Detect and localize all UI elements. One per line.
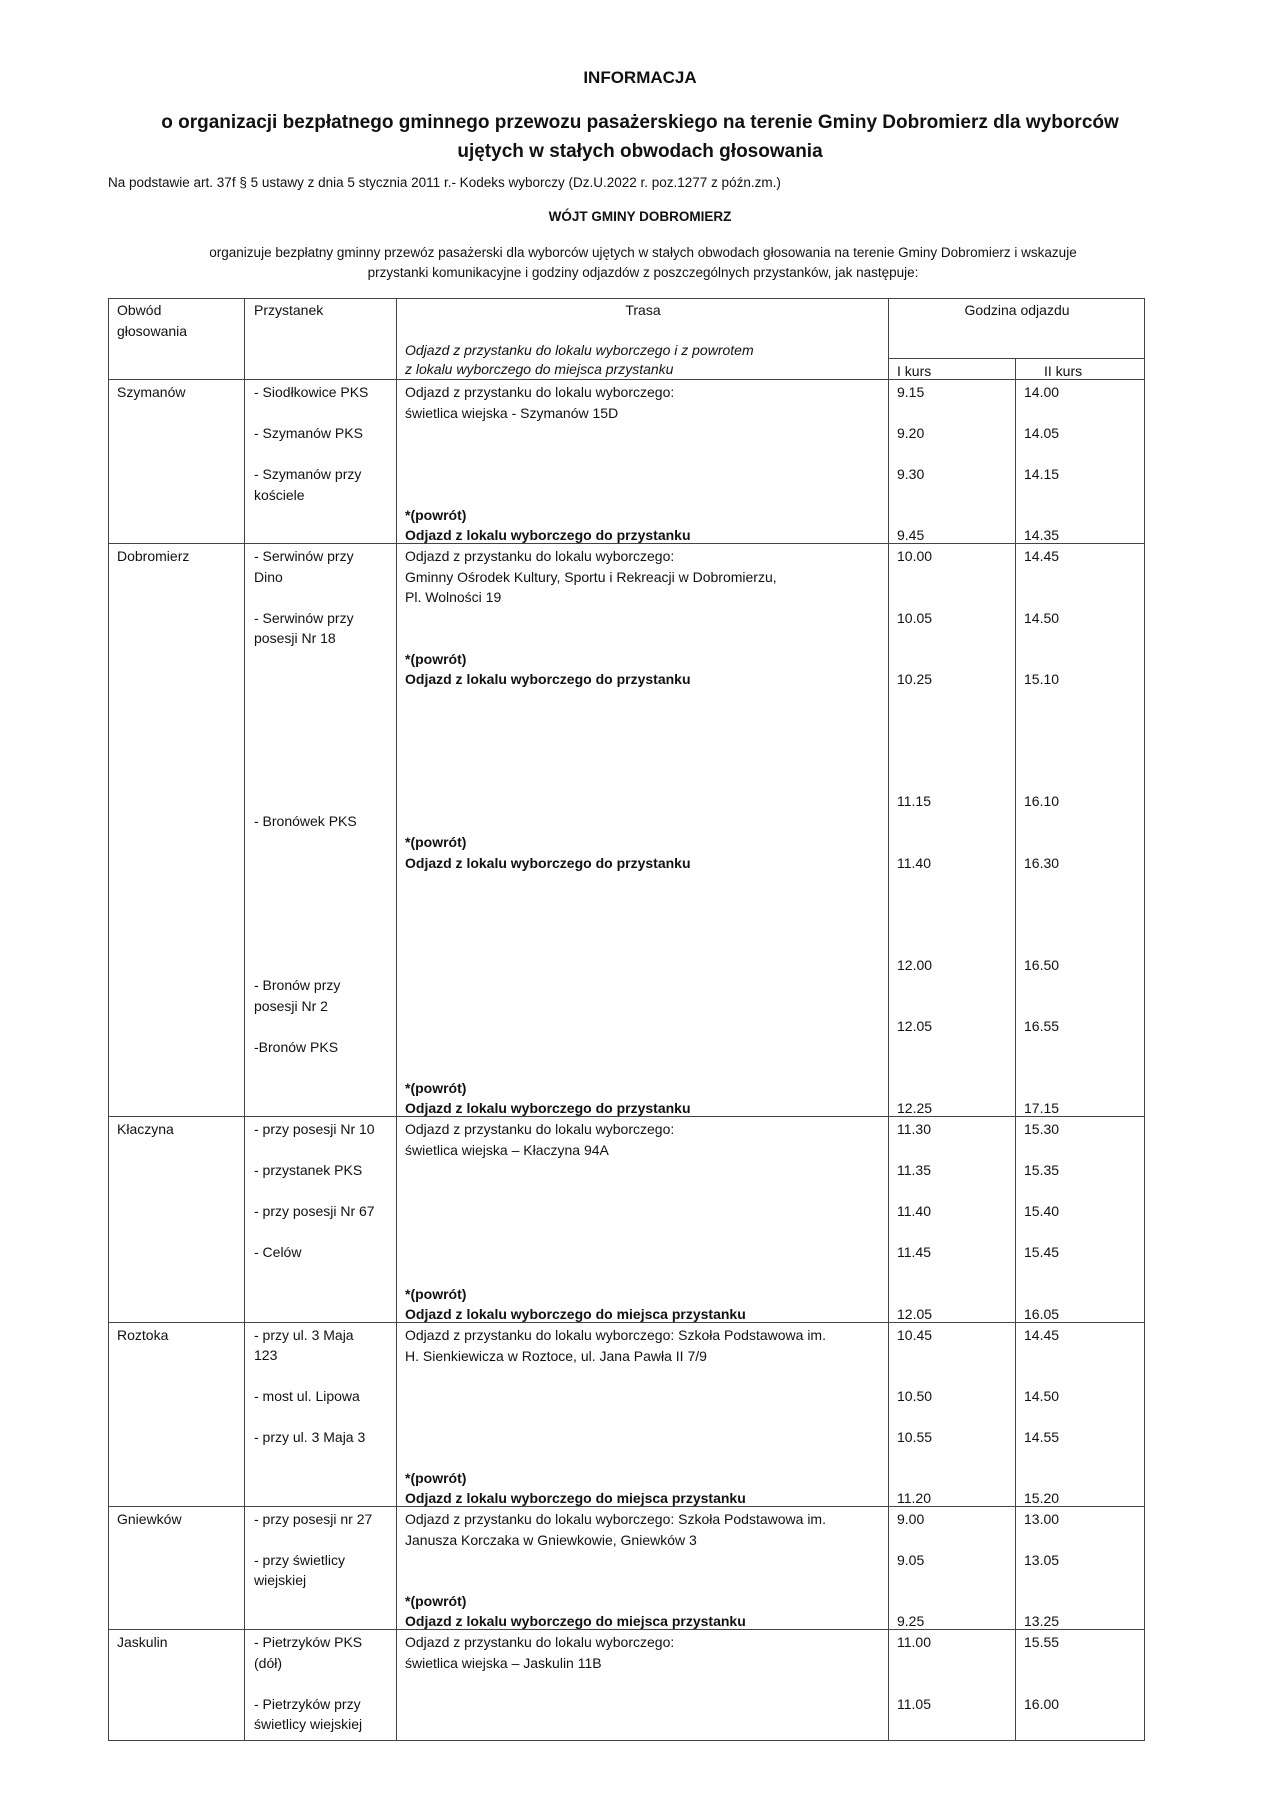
time-kurs-1: 11.00 [897, 1634, 931, 1650]
time-kurs-1: 10.50 [897, 1388, 933, 1404]
time-kurs-1: 10.55 [897, 1429, 933, 1445]
stop-name: - Serwinów przy [254, 548, 354, 564]
header-kurs-2: II kurs [1044, 363, 1083, 379]
return-label: *(powrót) [405, 507, 467, 523]
stop-name: - Serwinów przy [254, 610, 354, 626]
return-text: Odjazd z lokalu wyborczego do przystanku [405, 1100, 691, 1116]
time-kurs-1: 12.05 [897, 1018, 933, 1034]
return-text: Odjazd z lokalu wyborczego do przystanku [405, 527, 691, 543]
stop-name: - przy ul. 3 Maja 3 [254, 1429, 366, 1445]
time-kurs-1: 9.25 [897, 1613, 925, 1629]
obwod-name: Gniewków [117, 1511, 182, 1527]
document-title: INFORMACJA [583, 68, 697, 87]
return-label: *(powrót) [405, 1080, 467, 1096]
stop-name: -Bronów PKS [254, 1039, 339, 1055]
time-kurs-1: 11.05 [897, 1696, 931, 1712]
time-kurs-1: 11.15 [897, 793, 931, 809]
time-kurs-2: 14.45 [1024, 548, 1060, 564]
route-description: Odjazd z przystanku do lokalu wyborczego: świetlica wiejska – Jaskulin 11B [405, 1634, 675, 1671]
return-text: Odjazd z lokalu wyborczego do miejsca przystanku [405, 1490, 746, 1506]
stop-name: - Szymanów PKS [254, 425, 363, 441]
time-kurs-1: 11.35 [897, 1162, 931, 1178]
intro-line-1: organizuje bezpłatny gminny przewóz pasażerski dla wyborców ujętych w stałych obwodach głosowania na terenie Gminy Dobromierz i wskazuje [209, 245, 1077, 260]
time-kurs-1: 10.45 [897, 1327, 933, 1343]
header-przystanek: Przystanek [254, 302, 324, 318]
stop-name: - przy ul. 3 Maja [254, 1327, 354, 1343]
stop-name: - Szymanów przy [254, 466, 362, 482]
obwod-name: Szymanów [117, 384, 186, 400]
time-kurs-2: 14.00 [1024, 384, 1060, 400]
time-kurs-2: 14.50 [1024, 1388, 1060, 1404]
header-kurs-1: I kurs [897, 363, 932, 379]
stop-name: - przy posesji Nr 67 [254, 1203, 375, 1219]
obwod-name: Jaskulin [117, 1634, 168, 1650]
return-text: Odjazd z lokalu wyborczego do przystanku [405, 671, 691, 687]
return-label: *(powrót) [405, 834, 467, 850]
header-godzina: Godzina odjazdu [964, 302, 1070, 318]
time-kurs-2: 15.55 [1024, 1634, 1060, 1650]
route-description: Odjazd z przystanku do lokalu wyborczego: świetlica wiejska – Kłaczyna 94A [405, 1121, 675, 1158]
stop-name: - przy posesji nr 27 [254, 1511, 373, 1527]
time-kurs-1: 10.25 [897, 671, 933, 687]
stop-name: - Bronówek PKS [254, 813, 357, 829]
subtitle-line-2: ujętych w stałych obwodach głosowania [457, 141, 823, 162]
time-kurs-1: 12.05 [897, 1306, 933, 1322]
time-kurs-1: 9.00 [897, 1511, 925, 1527]
return-text: Odjazd z lokalu wyborczego do miejsca przystanku [405, 1613, 746, 1629]
stop-name: - Celów [254, 1244, 302, 1260]
time-kurs-1: 11.40 [897, 855, 931, 871]
time-kurs-2: 16.10 [1024, 793, 1060, 809]
time-kurs-2: 14.35 [1024, 527, 1060, 543]
stop-name: - Pietrzyków PKS [254, 1634, 363, 1650]
return-label: *(powrót) [405, 1286, 467, 1302]
route-description: Odjazd z przystanku do lokalu wyborczego: świetlica wiejska - Szymanów 15D [405, 384, 675, 421]
stop-name: - przy posesji Nr 10 [254, 1121, 375, 1137]
time-kurs-1: 10.00 [897, 548, 933, 564]
time-kurs-2: 15.30 [1024, 1121, 1060, 1137]
stop-name: 123 [254, 1347, 278, 1363]
route-description: Odjazd z przystanku do lokalu wyborczego: Szkoła Podstawowa im. H. Sienkiewicza w Roztoce, ul. Jana Pawła II 7/9 [405, 1327, 826, 1364]
time-kurs-1: 11.20 [897, 1490, 931, 1506]
stop-name: świetlicy wiejskiej [254, 1716, 363, 1732]
time-kurs-2: 14.15 [1024, 466, 1060, 482]
stop-name: posesji Nr 2 [254, 998, 328, 1014]
time-kurs-2: 14.45 [1024, 1327, 1060, 1343]
return-text: Odjazd z lokalu wyborczego do miejsca przystanku [405, 1306, 746, 1322]
time-kurs-2: 16.05 [1024, 1306, 1060, 1322]
stop-name: - most ul. Lipowa [254, 1388, 360, 1404]
time-kurs-2: 13.00 [1024, 1511, 1060, 1527]
subtitle-line-1: o organizacji bezpłatnego gminnego przewozu pasażerskiego na terenie Gminy Dobromierz dla wyborców [161, 112, 1119, 133]
header-obwod: Obwód głosowania [117, 302, 188, 339]
stop-name: (dół) [254, 1655, 283, 1671]
time-kurs-1: 12.00 [897, 957, 933, 973]
obwod-name: Kłaczyna [117, 1121, 174, 1137]
time-kurs-2: 15.10 [1024, 671, 1060, 687]
time-kurs-2: 16.00 [1024, 1696, 1060, 1712]
authority-heading: WÓJT GMINY DOBROMIERZ [548, 209, 732, 224]
time-kurs-2: 15.40 [1024, 1203, 1060, 1219]
time-kurs-2: 16.55 [1024, 1018, 1060, 1034]
stop-name: - przy świetlicy [254, 1552, 346, 1568]
stop-name: posesji Nr 18 [254, 630, 336, 646]
time-kurs-1: 11.45 [897, 1244, 931, 1260]
time-kurs-1: 9.45 [897, 527, 925, 543]
stop-name: wiejskiej [254, 1572, 307, 1588]
time-kurs-1: 11.40 [897, 1203, 931, 1219]
stop-name: - Bronów przy [254, 977, 341, 993]
stop-name: - Pietrzyków przy [254, 1696, 361, 1712]
time-kurs-2: 16.30 [1024, 855, 1060, 871]
legal-basis: Na podstawie art. 37f § 5 ustawy z dnia 5 stycznia 2011 r.- Kodeks wyborczy (Dz.U.2022 r. poz.1277 z późn.zm.) [108, 175, 781, 190]
time-kurs-2: 13.05 [1024, 1552, 1060, 1568]
return-label: *(powrót) [405, 1593, 467, 1609]
time-kurs-2: 15.35 [1024, 1162, 1060, 1178]
time-kurs-1: 12.25 [897, 1100, 933, 1116]
time-kurs-2: 17.15 [1024, 1100, 1060, 1116]
time-kurs-1: 9.15 [897, 384, 925, 400]
stop-name: - przystanek PKS [254, 1162, 363, 1178]
return-label: *(powrót) [405, 1470, 467, 1486]
time-kurs-1: 9.05 [897, 1552, 925, 1568]
return-label: *(powrót) [405, 651, 467, 667]
time-kurs-1: 11.30 [897, 1121, 931, 1137]
time-kurs-1: 9.20 [897, 425, 925, 441]
stop-name: kościele [254, 487, 305, 503]
time-kurs-2: 14.05 [1024, 425, 1060, 441]
time-kurs-1: 9.30 [897, 466, 925, 482]
route-description: Odjazd z przystanku do lokalu wyborczego: Gminny Ośrodek Kultury, Sportu i Rekreacji w Dobromierzu, Pl. Wolności 19 [405, 548, 777, 605]
time-kurs-2: 13.25 [1024, 1613, 1060, 1629]
obwod-name: Roztoka [117, 1327, 169, 1343]
time-kurs-2: 14.50 [1024, 610, 1060, 626]
stop-name: - Siodłkowice PKS [254, 384, 369, 400]
stop-name: Dino [254, 569, 283, 585]
header-trasa: Trasa [625, 302, 661, 318]
time-kurs-1: 10.05 [897, 610, 933, 626]
route-description: Odjazd z przystanku do lokalu wyborczego: Szkoła Podstawowa im. Janusza Korczaka w Gniewkowie, Gniewków 3 [405, 1511, 826, 1548]
header-trasa-note: Odjazd z przystanku do lokalu wyborczego i z powrotem z lokalu wyborczego do miejsca przystanku [405, 342, 754, 377]
obwod-name: Dobromierz [117, 548, 190, 564]
time-kurs-2: 15.45 [1024, 1244, 1060, 1260]
time-kurs-2: 16.50 [1024, 957, 1060, 973]
intro-line-2: przystanki komunikacyjne i godziny odjazdów z poszczególnych przystanków, jak następuje: [367, 265, 919, 280]
time-kurs-2: 14.55 [1024, 1429, 1060, 1445]
return-text: Odjazd z lokalu wyborczego do przystanku [405, 855, 691, 871]
time-kurs-2: 15.20 [1024, 1490, 1060, 1506]
